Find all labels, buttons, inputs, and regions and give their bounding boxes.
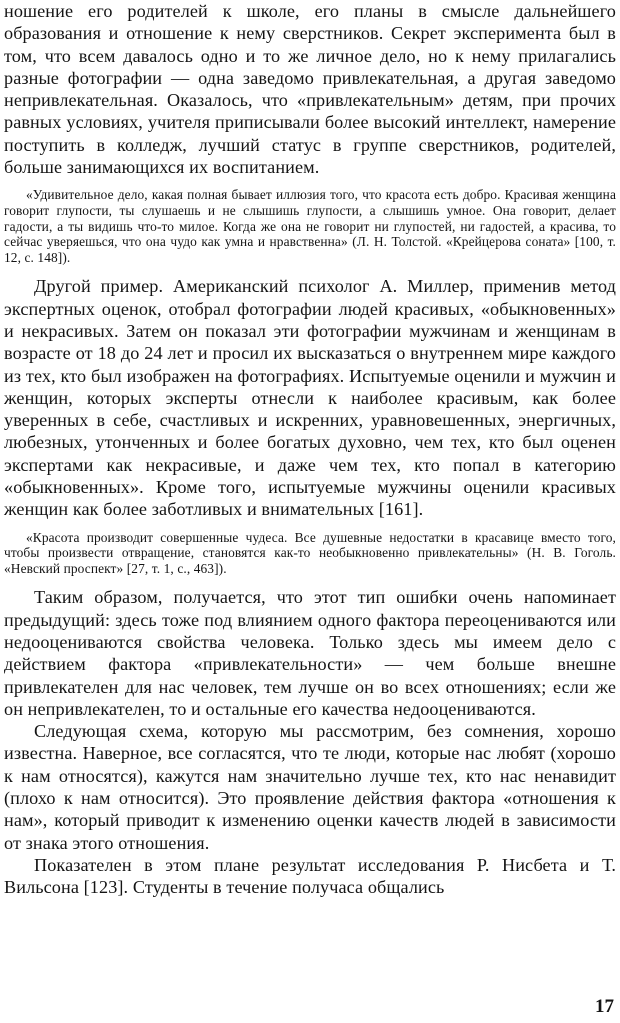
- quote-tolstoy: «Удивительное дело, какая полная бывает иллюзия того, что красота есть добро. Красивая женщина говорит глупости, ты слушаешь и не слышишь глупости, а слышишь умное. Она говорит, делает гадости, а ты видишь что-то милое. Когда же она не говорит ни глупостей, ни гадостей, а красива, то сейчас уверяешься, что она чудо как умна и нравственна» (Л. Н. Толстой. «Крейцерова соната» [100, т. 12, с. 148]).: [4, 187, 616, 265]
- paragraph-attractiveness-factor: Таким образом, получается, что этот тип ошибки очень напоминает предыдущий: здесь тоже под влиянием одного фактора переоцениваются или недооцениваются свойства человека. Только здесь мы имеем дело с действием фактора «привлекательности» — чем больше внешне привлекателен для нас человек, тем лучше он во всех отношениях; если же он непривлекателен, то и остальные его качества недооцениваются.: [4, 587, 616, 719]
- paragraph-continued: ношение его родителей к школе, его планы в смысле дальнейшего образования и отношение к нему сверстников. Секрет эксперимента был в том, что всем давалось одно и то же личное дело, но к нему прилагались разные фотографии — одна заведомо привлекательная, а другая заведомо непривлекательная. Оказалось, что «привлекательным» детям, при прочих равных условиях, учителя приписывали более высокий интеллект, намерение поступить в колледж, лучший статус в группе сверстников, родителей, больше занимающихся их воспитанием.: [4, 1, 616, 178]
- paragraph-nisbett-wilson: Показателен в этом плане результат исследования Р. Нисбета и Т. Вильсона [123]. Студенты в течение получаса общались: [4, 854, 616, 898]
- quote-gogol: «Красота производит совершенные чудеса. Все душевные недостатки в красавице вместо того, чтобы произвести отвращение, становятся как-то необыкновенно привлекательны» (Н. В. Гоголь. «Невский проспект» [27, т. 1, с., 463]).: [4, 529, 616, 576]
- paragraph-miller-example: Другой пример. Американский психолог А. Миллер, применив метод экспертных оценок, отобрал фотографии людей красивых, «обыкновенных» и некрасивых. Затем он показал эти фотографии мужчинам и женщинам в возрасте от 18 до 24 лет и просил их высказаться о внутреннем мире каждого из тех, кто был изображен на фотографиях. Испытуемые оценили и мужчин и женщин, которых эксперты отнесли к наиболее красивым, как более уверенных в себе, счастливых и искренних, уравновешенных, энергичных, любезных, утонченных и более богатых духовно, чем тех, кто был оценен экспертами как некрасивые, и даже чем тех, кто попал в категорию «обыкновенных». Кроме того, испытуемые мужчины оценили красивых женщин как более заботливых и внимательных [161].: [4, 276, 616, 520]
- page-number: 17: [595, 996, 614, 1017]
- page-body: [4, 0, 616, 899]
- paragraph-attitude-factor: Следующая схема, которую мы рассмотрим, без сомнения, хорошо известна. Наверное, все согласятся, что те люди, которые нас любят (хорошо к нам относятся), кажутся нам значительно лучше тех, кто нас ненавидит (плохо к нам относится). Это проявление действия фактора «отношения к нам», который приводит к изменению оценки качеств людей в зависимости от знака этого отношения.: [4, 721, 616, 853]
